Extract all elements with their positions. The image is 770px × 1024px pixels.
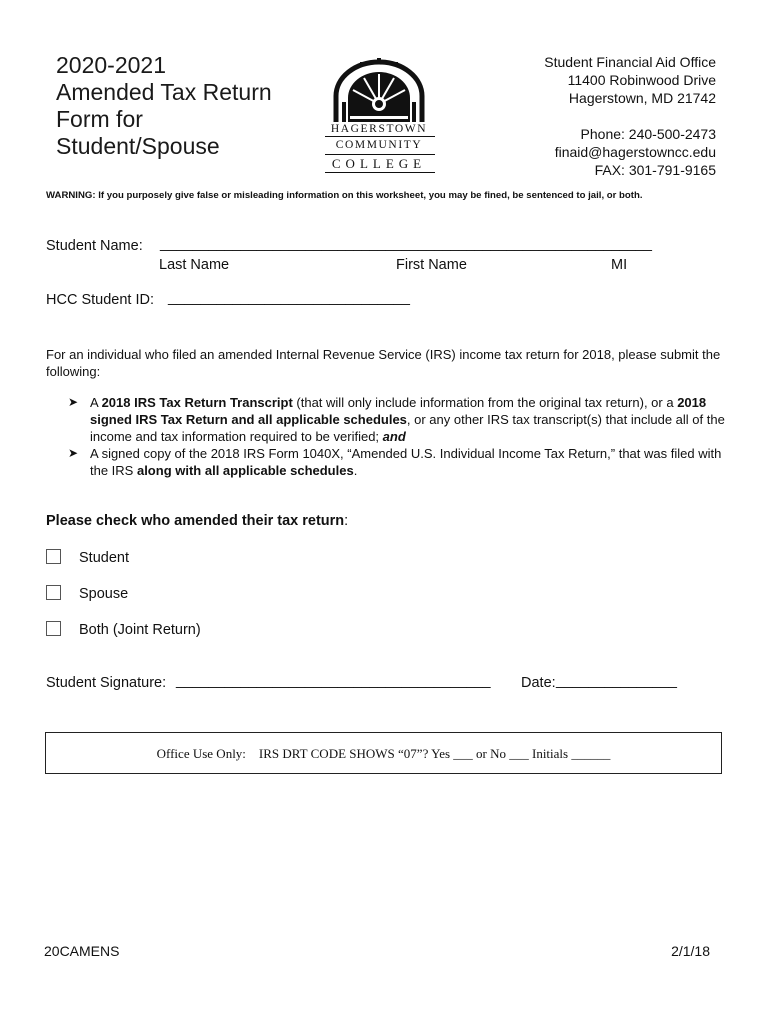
checkbox-spouse[interactable] [46, 585, 61, 600]
first-name-label: First Name [396, 257, 467, 273]
bullet2-text: A signed copy of the 2018 IRS Form 1040X, “Amended U.S. Individual Income Tax Return,” that was filed with the IRS [90, 446, 722, 478]
arrow-bullet-icon: ➤ [68, 395, 79, 409]
checkbox-row-joint[interactable] [46, 621, 201, 638]
title-line2: Amended Tax Return [56, 79, 272, 105]
bullet1-text: , or any other IRS tax transcript(s) that include all of the income and tax information required to be verified; [90, 412, 725, 444]
bullet2-text: . [353, 463, 358, 478]
office-fax: FAX: 301-791-9165 [594, 162, 716, 178]
checkbox-student[interactable] [46, 549, 61, 564]
title-year: 2020-2021 [56, 52, 166, 78]
bullet1-text: A [90, 395, 102, 410]
warning-text: WARNING: If you purposely give false or misleading information on this worksheet, you may be fined, be sentenced to jail, or both. [46, 190, 643, 201]
office-city: Hagerstown, MD 21742 [568, 90, 716, 106]
checkbox-row-spouse[interactable] [46, 585, 128, 602]
logo-text-community: COMMUNITY [335, 139, 423, 151]
title-line4: Student/Spouse [56, 133, 220, 159]
logo-divider [325, 136, 435, 137]
logo-divider [325, 172, 435, 173]
check-heading [46, 513, 348, 529]
check-heading-colon: : [344, 513, 349, 529]
requirements-list [68, 394, 728, 479]
student-id-field[interactable]: ______________________________ [168, 290, 410, 306]
logo-text-college: COLLEGE [331, 156, 427, 171]
title-line3: Form for [56, 106, 143, 132]
date-label: Date: [521, 675, 556, 691]
date-field[interactable]: _______________ [556, 673, 677, 689]
signature-label: Student Signature: [46, 675, 167, 691]
checkbox-row-student[interactable] [46, 549, 129, 566]
mi-label: MI [611, 257, 628, 273]
logo-text-hagerstown: HAGERSTOWN [330, 123, 428, 135]
office-email: finaid@hagerstowncc.edu [554, 144, 716, 160]
checkbox-joint[interactable] [46, 621, 61, 636]
bullet2-bold: along with all applicable schedules [136, 463, 354, 478]
list-item [68, 445, 728, 479]
arrow-bullet-icon: ➤ [68, 446, 79, 460]
spacer [544, 107, 716, 125]
bullet1-and: and [382, 429, 406, 444]
office-contact [544, 53, 716, 179]
form-date: 2/1/18 [671, 943, 710, 959]
office-use-detail: IRS DRT CODE SHOWS “07”? Yes ___ or No ___ Initials ______ [258, 746, 611, 761]
form-code: 20CAMENS [44, 943, 120, 959]
office-phone: Phone: 240-500-2473 [580, 126, 716, 142]
student-id-label: HCC Student ID: [46, 292, 154, 308]
signature-field[interactable]: _______________________________________ [176, 673, 491, 689]
check-heading-text: Please check who amended their tax return [46, 513, 345, 529]
list-item [68, 394, 728, 445]
instructions-intro: For an individual who filed an amended Internal Revenue Service (IRS) income tax return for 2018, please submit the following: [46, 347, 721, 379]
office-use-text [45, 746, 722, 762]
student-name-field[interactable]: _____________________________________________________________ [160, 236, 652, 252]
office-use-label: Office Use Only: [156, 746, 246, 761]
bullet1-bold: 2018 IRS Tax Return Transcript [101, 395, 293, 410]
student-name-label: Student Name: [46, 238, 143, 254]
logo-divider [325, 154, 435, 155]
bullet1-text: (that will only include information from the original tax return), or a [292, 395, 678, 410]
office-name: Student Financial Aid Office [544, 54, 716, 70]
form-title [56, 52, 272, 160]
last-name-label: Last Name [159, 257, 230, 273]
bullet1-bold: 2018 signed IRS Tax Return and all applicable schedules [90, 395, 707, 427]
office-street: 11400 Robinwood Drive [567, 72, 716, 88]
checkbox-label: Spouse [79, 586, 129, 602]
checkbox-label: Both (Joint Return) [79, 622, 201, 638]
checkbox-label: Student [79, 550, 129, 566]
